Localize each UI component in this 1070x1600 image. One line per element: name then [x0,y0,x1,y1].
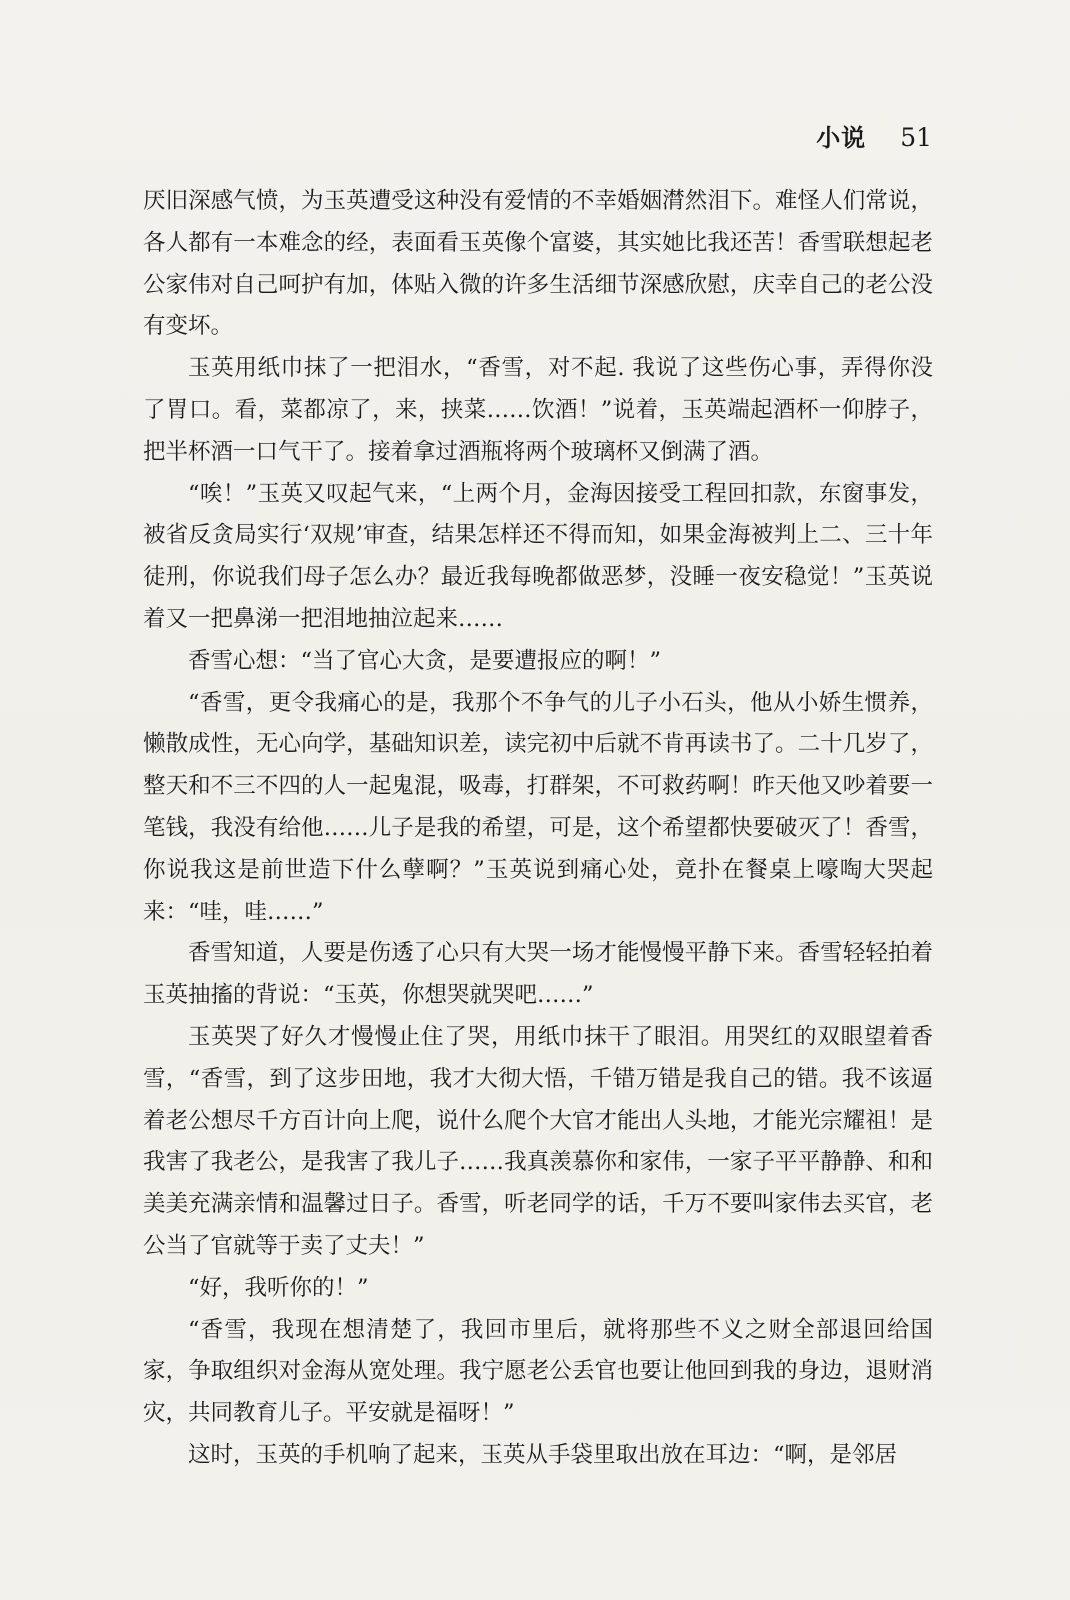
paragraph: 玉英哭了好久才慢慢止住了哭，用纸巾抹干了眼泪。用哭红的双眼望着香雪，“香雪，到了这步田地，我才大彻大悟，千错万错是我自己的错。我不该逼着老公想尽千方百计向上爬，说什么爬个大官才能出人头地，才能光宗耀祖！是我害了我老公，是我害了我儿子……我真羡慕你和家伟，一家子平平静静、和和美美充满亲情和温馨过日子。香雪，听老同学的话，千万不要叫家伟去买官，老公当了官就等于卖了丈夫！” [143,1023,933,1259]
paragraph: 厌旧深感气愤，为玉英遭受这种没有爱情的不幸婚姻潸然泪下。难怪人们常说，各人都有一本难念的经，表面看玉英像个富婆，其实她比我还苦！香雪联想起老公家伟对自己呵护有加，体贴入微的许多生活细节深感欣慰，庆幸自己的老公没有变坏。 [143,188,933,340]
paragraph: “香雪，更令我痛心的是，我那个不争气的儿子小石头，他从小娇生惯养，懒散成性，无心向学，基础知识差，读完初中后就不肯再读书了。二十几岁了，整天和不三不四的人一起鬼混，吸毒，打群架，不可救药啊！昨天他又吵着要一笔钱，我没有给他……儿子是我的希望，可是，这个希望都快要破灭了！香雪，你说我这是前世造下什么孽啊？”玉英说到痛心处，竟扑在餐桌上嚎啕大哭起来：“哇，哇……” [143,689,933,925]
body-text [143,181,933,1477]
paragraph: 这时，玉英的手机响了起来，玉英从手袋里取出放在耳边：“啊，是邻居 [188,1441,898,1468]
running-header [816,118,932,153]
paragraph: “香雪，我现在想清楚了，我回市里后，就将那些不义之财全部退回给国家，争取组织对金海从宽处理。我宁愿老公丢官也要让他回到我的身边，退财消灾，共同教育儿子。平安就是福呀！” [143,1316,933,1427]
page-number: 51 [900,123,932,152]
paragraph: 玉英用纸巾抹了一把泪水，“香雪，对不起. 我说了这些伤心事，弄得你没了胃口。看，菜都凉了，来，挟菜……饮酒！”说着，玉英端起酒杯一仰脖子，把半杯酒一口气干了。接着拿过酒瓶将两个玻璃杯又倒满了酒。 [143,355,933,465]
paragraph: 香雪知道，人要是伤透了心只有大哭一场才能慢慢平静下来。香雪轻轻拍着玉英抽搐的背说：“玉英，你想哭就哭吧……” [143,940,933,1009]
paragraph: “唉！”玉英又叹起气来，“上两个月，金海因接受工程回扣款，东窗事发，被省反贪局实行‘双规’审查，结果怎样还不得而知，如果金海被判上二、三十年徒刑，你说我们母子怎么办？最近我每晚都做恶梦，没睡一夜安稳觉！”玉英说着又一把鼻涕一把泪地抽泣起来…… [143,480,933,632]
section-title: 小说 [816,124,867,152]
paragraph: “好，我听你的！” [188,1274,369,1301]
paragraph: 香雪心想：“当了官心大贪，是要遭报应的啊！” [188,647,662,674]
